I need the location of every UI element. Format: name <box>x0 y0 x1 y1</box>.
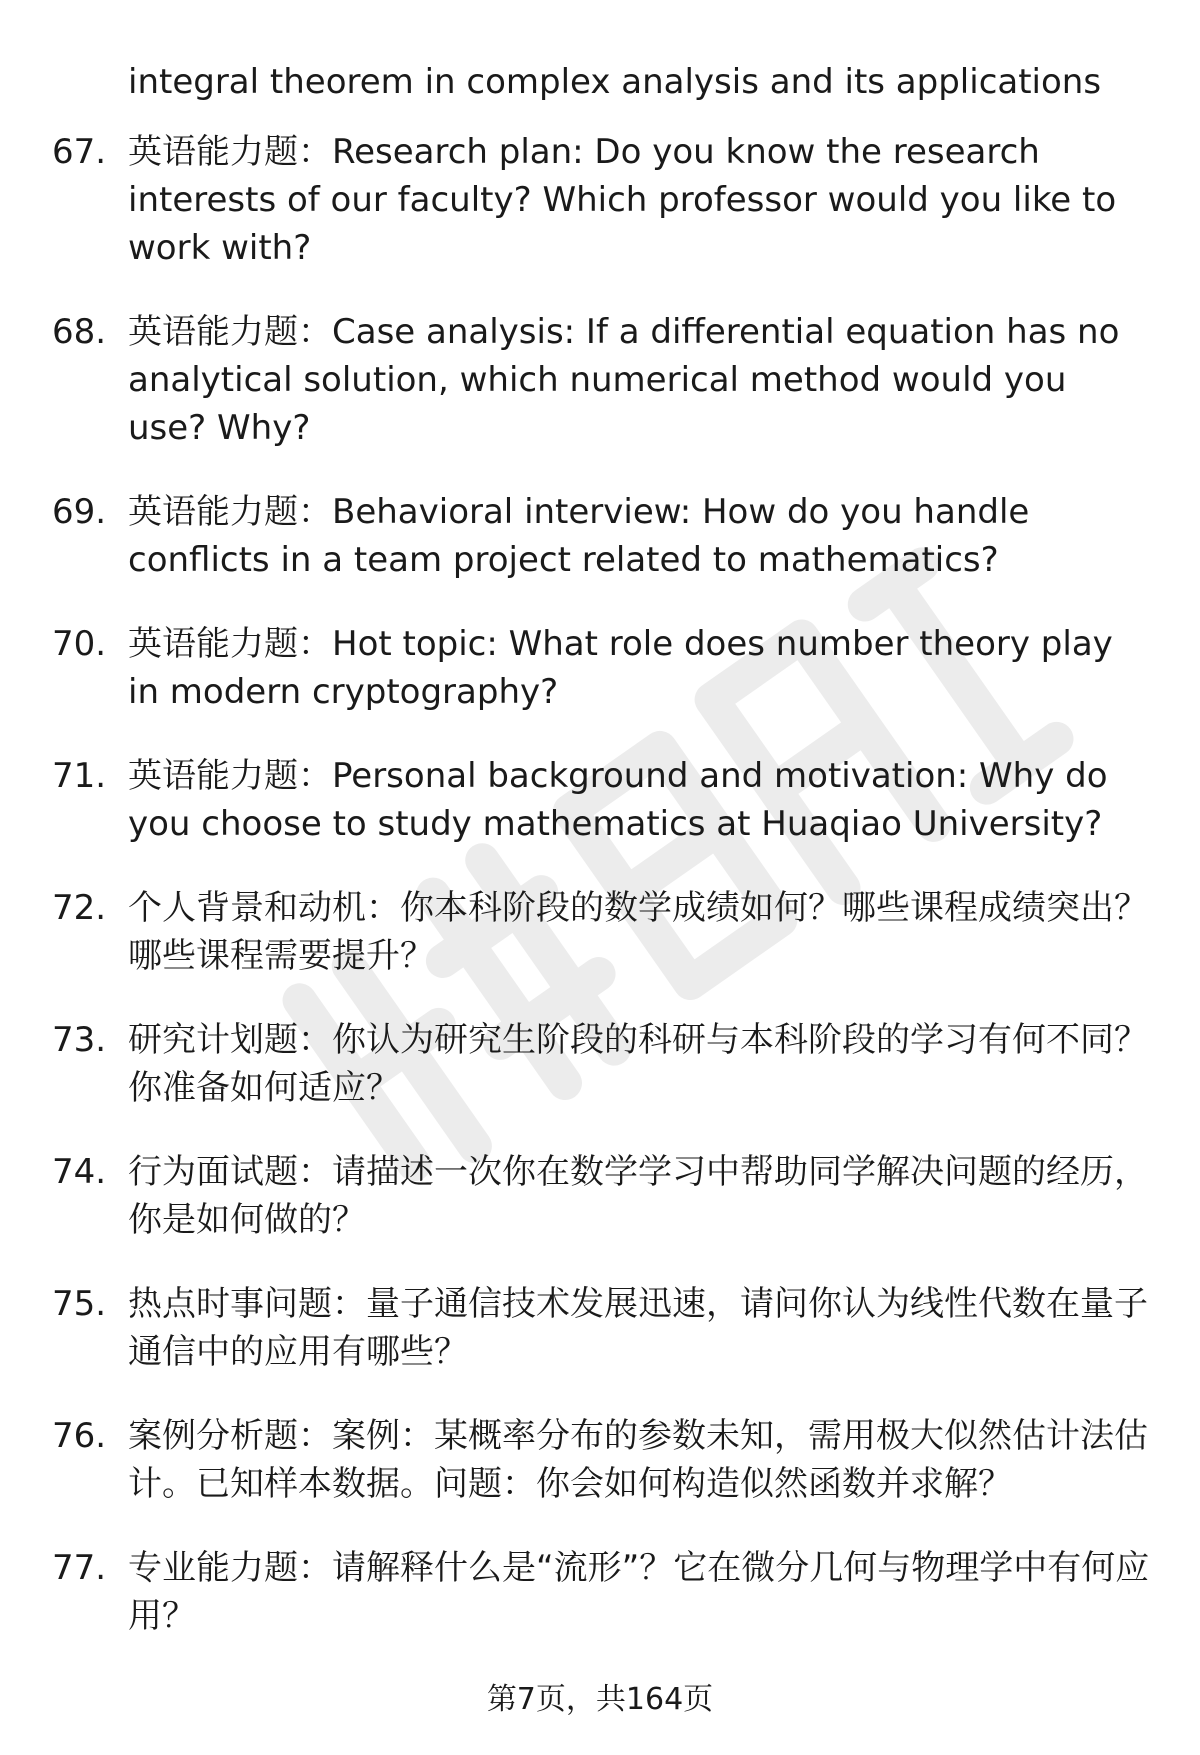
question-item <box>52 884 1150 980</box>
question-item <box>52 1016 1150 1112</box>
question-number: 75. <box>52 1284 107 1324</box>
question-text: 研究计划题：你认为研究生阶段的科研与本科阶段的学习有何不同？你准备如何适应？ <box>128 1020 1148 1108</box>
question-number: 68. <box>52 312 107 352</box>
question-number: 69. <box>52 492 107 532</box>
question-number: 74. <box>52 1152 107 1192</box>
question-text: 热点时事问题：量子通信技术发展迅速，请问你认为线性代数在量子通信中的应用有哪些？ <box>128 1284 1148 1372</box>
continuation-text: integral theorem in complex analysis and its applications <box>128 62 1102 102</box>
question-item <box>52 1148 1150 1244</box>
question-text: 英语能力题：Hot topic: What role does number theory play in modern cryptography? <box>128 624 1113 712</box>
question-item <box>52 308 1150 452</box>
question-number: 72. <box>52 888 107 928</box>
question-text: 个人背景和动机：你本科阶段的数学成绩如何？哪些课程成绩突出？哪些课程需要提升？ <box>128 888 1148 976</box>
question-item <box>52 620 1150 716</box>
question-item <box>52 1544 1150 1640</box>
question-item <box>52 488 1150 584</box>
question-number: 76. <box>52 1416 107 1456</box>
question-item <box>52 1280 1150 1376</box>
page-footer: 第7页，共164页 <box>486 1682 714 1717</box>
question-text: 英语能力题：Case analysis: If a differential equation has no analytical solution, which numerical method would you use? Why? <box>128 312 1120 448</box>
question-text: 案例分析题：案例：某概率分布的参数未知，需用极大似然估计法估计。已知样本数据。问题：你会如何构造似然函数并求解？ <box>128 1416 1148 1504</box>
question-text: 英语能力题：Personal background and motivation: Why do you choose to study mathematics at Huaqiao University? <box>128 756 1108 844</box>
question-item <box>52 1412 1150 1508</box>
question-item <box>52 128 1150 272</box>
question-number: 71. <box>52 756 107 796</box>
question-number: 67. <box>52 132 107 172</box>
question-text: 英语能力题：Research plan: Do you know the research interests of our faculty? Which professor would you like to work with? <box>128 132 1117 268</box>
question-number: 77. <box>52 1548 107 1588</box>
question-text: 英语能力题：Behavioral interview: How do you handle conflicts in a team project related to mathematics? <box>128 492 1030 580</box>
question-text: 行为面试题：请描述一次你在数学学习中帮助同学解决问题的经历，你是如何做的？ <box>128 1152 1148 1240</box>
question-number: 70. <box>52 624 107 664</box>
question-text: 专业能力题：请解释什么是“流形”？它在微分几何与物理学中有何应用？ <box>128 1548 1150 1636</box>
question-item <box>52 752 1150 848</box>
question-number: 73. <box>52 1020 107 1060</box>
